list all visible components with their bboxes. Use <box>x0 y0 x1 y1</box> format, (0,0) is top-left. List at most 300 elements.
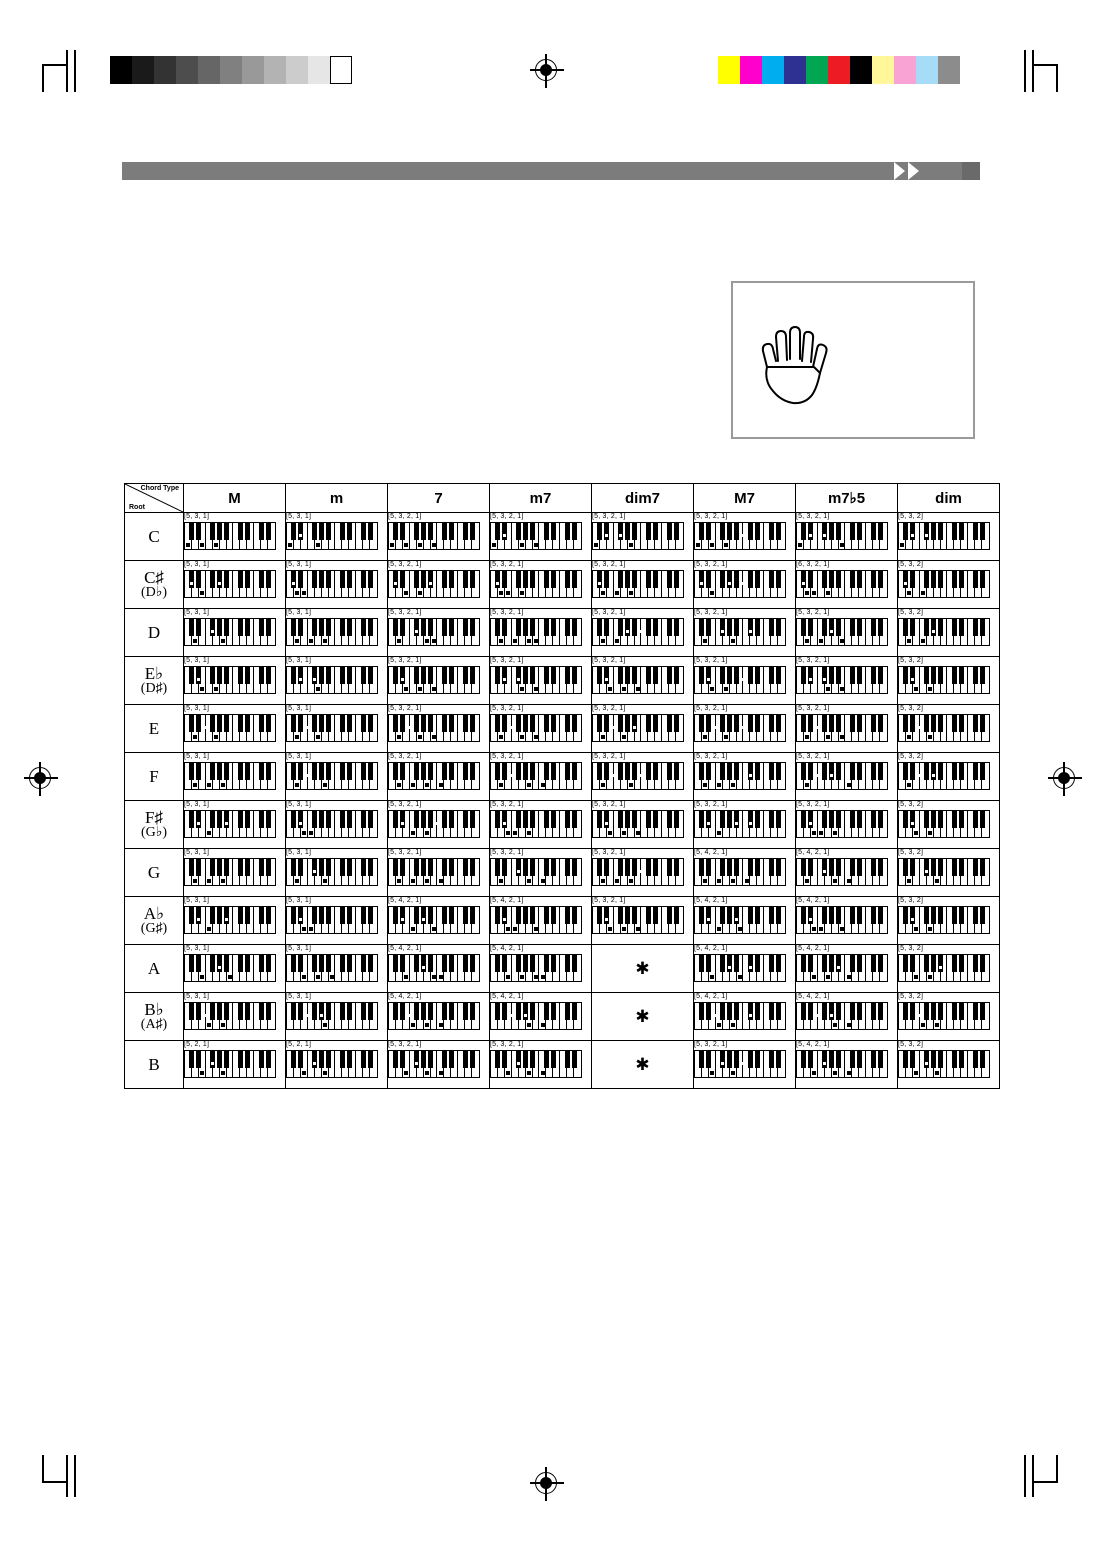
piano-keyboard-diagram <box>388 1050 480 1078</box>
black-key <box>266 667 271 684</box>
piano-keyboard-diagram <box>898 954 990 982</box>
table-row <box>125 1041 1000 1089</box>
black-key <box>312 619 317 636</box>
black-key <box>572 907 577 924</box>
fingering-label: [5, 3, 2, 1] <box>490 801 524 808</box>
pressed-key-marker <box>306 1014 309 1017</box>
pressed-key-marker <box>299 678 302 681</box>
pressed-key-marker <box>932 774 935 777</box>
chord-cell <box>694 513 796 561</box>
piano-keyboard-diagram <box>286 1050 378 1078</box>
black-key <box>259 955 264 972</box>
pressed-key-marker <box>316 735 320 739</box>
black-key <box>414 619 419 636</box>
black-key <box>312 955 317 972</box>
black-key <box>836 571 841 588</box>
chord-cell <box>898 945 1000 993</box>
black-key <box>196 859 201 876</box>
pressed-key-marker <box>615 591 619 595</box>
pressed-key-marker <box>742 1062 745 1065</box>
black-key <box>667 811 672 828</box>
piano-keyboard-diagram <box>796 810 888 838</box>
black-key <box>393 715 398 732</box>
piano-keyboard-diagram <box>286 570 378 598</box>
black-key <box>850 1051 855 1068</box>
chord-cell <box>490 561 592 609</box>
black-key <box>347 619 352 636</box>
piano-keyboard-diagram <box>286 762 378 790</box>
piano-keyboard-diagram <box>898 810 990 838</box>
hand-icon <box>757 323 831 409</box>
pressed-key-marker <box>411 927 415 931</box>
black-key <box>822 571 827 588</box>
black-key <box>565 763 570 780</box>
piano-keyboard-diagram <box>592 906 684 934</box>
piano-keyboard-diagram <box>490 762 582 790</box>
black-key <box>910 955 915 972</box>
black-key <box>952 955 957 972</box>
black-key <box>361 715 366 732</box>
pressed-key-marker <box>847 1023 851 1027</box>
piano-keyboard-diagram <box>694 570 786 598</box>
chord-cell <box>898 513 1000 561</box>
pressed-key-marker <box>925 870 928 873</box>
chord-cell <box>898 897 1000 945</box>
black-key <box>565 571 570 588</box>
black-key <box>931 763 936 780</box>
black-key <box>748 619 753 636</box>
black-key <box>551 667 556 684</box>
fingering-label: [5, 3, 2] <box>898 753 924 760</box>
black-key <box>347 907 352 924</box>
piano-keyboard-diagram <box>694 666 786 694</box>
black-key <box>727 955 732 972</box>
black-key <box>776 667 781 684</box>
black-key <box>734 811 739 828</box>
piano-keyboard-diagram <box>184 570 276 598</box>
pressed-key-marker <box>805 591 809 595</box>
black-key <box>551 619 556 636</box>
table-row <box>125 897 1000 945</box>
chord-cell <box>796 849 898 897</box>
pressed-key-marker <box>816 1014 819 1017</box>
pressed-key-marker <box>636 927 640 931</box>
black-key <box>502 859 507 876</box>
black-key <box>646 715 651 732</box>
piano-keyboard-diagram <box>184 906 276 934</box>
pressed-key-marker <box>506 591 510 595</box>
fingering-label: [5, 3, 2, 1] <box>490 1041 524 1048</box>
black-key <box>470 955 475 972</box>
pressed-key-marker <box>520 735 524 739</box>
black-key <box>544 571 549 588</box>
pressed-key-marker <box>309 639 313 643</box>
chord-cell <box>388 849 490 897</box>
black-key <box>836 667 841 684</box>
pressed-key-marker <box>432 543 436 547</box>
piano-keyboard-diagram <box>388 810 480 838</box>
black-key <box>572 619 577 636</box>
piano-keyboard-diagram <box>184 522 276 550</box>
black-key <box>973 667 978 684</box>
black-key <box>326 715 331 732</box>
black-key <box>414 907 419 924</box>
pressed-key-marker <box>330 975 334 979</box>
black-key <box>910 1051 915 1068</box>
root-note-label: E♭ <box>144 664 164 683</box>
piano-keyboard-diagram <box>490 570 582 598</box>
fingering-label: [5, 4, 2, 1] <box>694 993 728 1000</box>
piano-keyboard-diagram <box>898 618 990 646</box>
pressed-key-marker <box>742 582 745 585</box>
black-key <box>674 763 679 780</box>
pressed-key-marker <box>640 870 643 873</box>
root-note-cell <box>125 849 184 897</box>
color-swatch <box>110 56 132 84</box>
fingering-label: [5, 4, 2, 1] <box>796 993 830 1000</box>
black-key <box>238 955 243 972</box>
black-key <box>414 523 419 540</box>
fingering-label: [5, 3, 2, 1] <box>388 657 422 664</box>
black-key <box>632 763 637 780</box>
black-key <box>266 523 271 540</box>
color-swatch <box>242 56 264 84</box>
black-key <box>632 667 637 684</box>
black-key <box>516 1051 521 1068</box>
pressed-key-marker <box>626 630 629 633</box>
black-key <box>604 523 609 540</box>
black-key <box>266 571 271 588</box>
piano-keyboard-diagram <box>694 762 786 790</box>
pressed-key-marker <box>907 735 911 739</box>
black-key <box>959 667 964 684</box>
black-key <box>291 715 296 732</box>
hand-illustration-panel <box>731 281 975 439</box>
chord-cell <box>490 513 592 561</box>
chord-cell <box>796 657 898 705</box>
black-key <box>530 1051 535 1068</box>
black-key <box>210 715 215 732</box>
piano-keyboard-diagram <box>898 858 990 886</box>
black-key <box>266 811 271 828</box>
black-key <box>720 619 725 636</box>
pressed-key-marker <box>197 822 200 825</box>
black-key <box>298 619 303 636</box>
black-key <box>189 955 194 972</box>
black-key <box>850 763 855 780</box>
black-key <box>755 619 760 636</box>
black-key <box>653 811 658 828</box>
pressed-key-marker <box>622 831 626 835</box>
black-key <box>857 715 862 732</box>
pressed-key-marker <box>735 822 738 825</box>
piano-keyboard-diagram <box>490 1002 582 1030</box>
chord-cell <box>286 993 388 1041</box>
black-key <box>368 907 373 924</box>
pressed-key-marker <box>714 726 717 729</box>
black-key <box>924 811 929 828</box>
black-key <box>470 763 475 780</box>
black-key <box>699 715 704 732</box>
black-key <box>523 763 528 780</box>
black-key <box>238 571 243 588</box>
black-key <box>326 811 331 828</box>
black-key <box>393 619 398 636</box>
black-key <box>769 715 774 732</box>
black-key <box>523 571 528 588</box>
black-key <box>224 859 229 876</box>
black-key <box>776 907 781 924</box>
root-note-label: B♭ <box>144 1000 164 1019</box>
pressed-key-marker <box>404 687 408 691</box>
black-key <box>414 667 419 684</box>
black-key <box>502 571 507 588</box>
black-key <box>720 667 725 684</box>
black-key <box>245 907 250 924</box>
piano-keyboard-diagram <box>490 1050 582 1078</box>
black-key <box>551 1051 556 1068</box>
black-key <box>523 523 528 540</box>
black-key <box>210 1003 215 1020</box>
pressed-key-marker <box>812 975 816 979</box>
black-key <box>347 811 352 828</box>
black-key <box>903 1051 908 1068</box>
black-key <box>973 955 978 972</box>
black-key <box>428 523 433 540</box>
black-key <box>973 523 978 540</box>
black-key <box>674 667 679 684</box>
chord-cell <box>796 513 898 561</box>
black-key <box>368 763 373 780</box>
black-key <box>646 859 651 876</box>
black-key <box>850 571 855 588</box>
black-key <box>597 715 602 732</box>
pressed-key-marker <box>812 591 816 595</box>
piano-keyboard-diagram <box>286 666 378 694</box>
black-key <box>910 523 915 540</box>
pressed-key-marker <box>640 774 643 777</box>
black-key <box>938 571 943 588</box>
pressed-key-marker <box>193 783 197 787</box>
fingering-label: [5, 3, 1] <box>286 657 312 664</box>
black-key <box>463 571 468 588</box>
pressed-key-marker <box>200 687 204 691</box>
piano-keyboard-diagram <box>388 666 480 694</box>
black-key <box>551 715 556 732</box>
pressed-key-marker <box>928 975 932 979</box>
piano-keyboard-diagram <box>388 522 480 550</box>
pressed-key-marker <box>288 543 292 547</box>
pressed-key-marker <box>408 1014 411 1017</box>
pressed-key-marker <box>510 726 513 729</box>
black-key <box>625 907 630 924</box>
black-key <box>632 859 637 876</box>
root-note-cell <box>125 513 184 561</box>
pressed-key-marker <box>218 582 221 585</box>
black-key <box>980 811 985 828</box>
pressed-key-marker <box>717 783 721 787</box>
black-key <box>910 715 915 732</box>
pressed-key-marker <box>615 879 619 883</box>
black-key <box>238 1003 243 1020</box>
black-key <box>495 763 500 780</box>
pressed-key-marker <box>506 975 510 979</box>
fingering-label: [5, 4, 2, 1] <box>796 849 830 856</box>
black-key <box>414 1051 419 1068</box>
black-key <box>748 523 753 540</box>
chord-cell <box>796 801 898 849</box>
black-key <box>699 763 704 780</box>
black-key <box>502 667 507 684</box>
black-key <box>502 1003 507 1020</box>
pressed-key-marker <box>907 879 911 883</box>
pressed-key-marker <box>833 831 837 835</box>
black-key <box>808 1003 813 1020</box>
pressed-key-marker <box>436 822 439 825</box>
pressed-key-marker <box>302 1071 306 1075</box>
chord-cell <box>388 1041 490 1089</box>
fingering-label: [5, 3, 2, 1] <box>592 753 626 760</box>
piano-keyboard-diagram <box>592 858 684 886</box>
black-key <box>470 811 475 828</box>
black-key <box>973 763 978 780</box>
black-key <box>801 907 806 924</box>
black-key <box>463 523 468 540</box>
piano-keyboard-diagram <box>796 906 888 934</box>
piano-keyboard-diagram <box>184 666 276 694</box>
black-key <box>829 1003 834 1020</box>
black-key <box>959 763 964 780</box>
black-key <box>667 763 672 780</box>
black-key <box>259 1003 264 1020</box>
black-key <box>822 763 827 780</box>
black-key <box>326 859 331 876</box>
black-key <box>442 763 447 780</box>
black-key <box>938 811 943 828</box>
black-key <box>667 523 672 540</box>
black-key <box>210 571 215 588</box>
pressed-key-marker <box>925 1062 928 1065</box>
pressed-key-marker <box>629 783 633 787</box>
pressed-key-marker <box>710 687 714 691</box>
fingering-label: [5, 3, 1] <box>286 753 312 760</box>
pressed-key-marker <box>710 543 714 547</box>
pressed-key-marker <box>629 591 633 595</box>
black-key <box>449 859 454 876</box>
black-key <box>217 523 222 540</box>
pressed-key-marker <box>432 639 436 643</box>
black-key <box>463 667 468 684</box>
black-key <box>769 667 774 684</box>
black-key <box>980 763 985 780</box>
fingering-label: [5, 4, 2, 1] <box>388 993 422 1000</box>
color-swatch <box>154 56 176 84</box>
pressed-key-marker <box>601 591 605 595</box>
pressed-key-marker <box>200 591 204 595</box>
pressed-key-marker <box>911 534 914 537</box>
black-key <box>924 571 929 588</box>
black-key <box>544 715 549 732</box>
fingering-label: [5, 3, 1] <box>184 897 210 904</box>
piano-keyboard-diagram <box>592 618 684 646</box>
black-key <box>618 523 623 540</box>
black-key <box>224 715 229 732</box>
black-key <box>931 667 936 684</box>
black-key <box>530 619 535 636</box>
black-key <box>298 571 303 588</box>
black-key <box>312 715 317 732</box>
black-key <box>238 715 243 732</box>
pressed-key-marker <box>295 783 299 787</box>
chord-cell <box>388 561 490 609</box>
chord-cell <box>898 753 1000 801</box>
pressed-key-marker <box>316 975 320 979</box>
black-key <box>755 1003 760 1020</box>
color-swatch <box>330 56 352 84</box>
black-key <box>312 523 317 540</box>
black-key <box>829 811 834 828</box>
black-key <box>836 1051 841 1068</box>
black-key <box>632 571 637 588</box>
black-key <box>808 859 813 876</box>
pressed-key-marker <box>812 831 816 835</box>
chord-cell <box>286 945 388 993</box>
black-key <box>319 955 324 972</box>
pressed-key-marker <box>404 543 408 547</box>
black-key <box>266 907 271 924</box>
black-key <box>776 715 781 732</box>
fingering-label: [5, 3, 2, 1] <box>796 609 830 616</box>
pressed-key-marker <box>323 1023 327 1027</box>
black-key <box>829 907 834 924</box>
black-key <box>245 619 250 636</box>
black-key <box>224 763 229 780</box>
black-key <box>442 1051 447 1068</box>
pressed-key-marker <box>696 543 700 547</box>
black-key <box>368 811 373 828</box>
fingering-label: [5, 3, 2, 1] <box>490 609 524 616</box>
black-key <box>551 1003 556 1020</box>
piano-keyboard-diagram <box>490 618 582 646</box>
black-key <box>217 763 222 780</box>
black-key <box>924 715 929 732</box>
black-key <box>544 1051 549 1068</box>
pressed-key-marker <box>805 783 809 787</box>
fingering-label: [5, 4, 2, 1] <box>796 897 830 904</box>
column-header-m7: m7 <box>490 484 592 513</box>
black-key <box>291 907 296 924</box>
fingering-label: [5, 4, 2, 1] <box>694 849 728 856</box>
black-key <box>829 571 834 588</box>
chord-cell <box>796 945 898 993</box>
black-key <box>822 523 827 540</box>
black-key <box>857 811 862 828</box>
pressed-key-marker <box>503 678 506 681</box>
pressed-key-marker <box>534 927 538 931</box>
black-key <box>674 811 679 828</box>
pressed-key-marker <box>204 1014 207 1017</box>
piano-keyboard-diagram <box>898 906 990 934</box>
black-key <box>347 571 352 588</box>
black-key <box>822 1003 827 1020</box>
black-key <box>565 715 570 732</box>
black-key <box>878 523 883 540</box>
chord-cell <box>286 753 388 801</box>
black-key <box>646 763 651 780</box>
color-swatch <box>132 56 154 84</box>
pressed-key-marker <box>742 534 745 537</box>
pressed-key-marker <box>911 918 914 921</box>
